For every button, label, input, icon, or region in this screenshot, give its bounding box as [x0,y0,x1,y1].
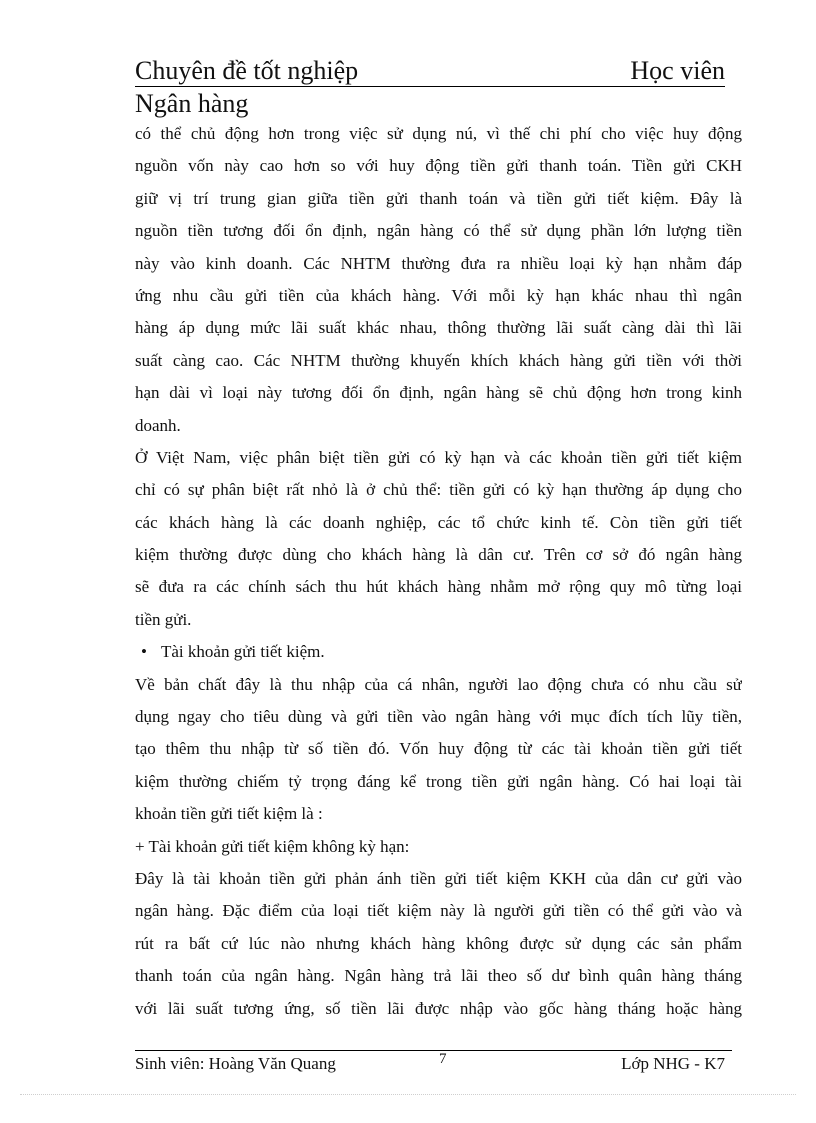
text-line: suất càng cao. Các NHTM thường khuyến khích khách hàng gửi tiền với thời [135,350,742,370]
text-line: Đây là tài khoản tiền gửi phản ánh tiền gửi tiết kiệm KKH của dân cư gửi vào [135,868,742,888]
text-line: + Tài khoản gửi tiết kiệm không kỳ hạn: [135,836,410,856]
text-line: nguồn vốn này cao hơn so với huy động tiền gửi thanh toán. Tiền gửi CKH [135,156,742,176]
text-line: ngân hàng. Đặc điểm của loại tiết kiệm này là người gửi tiền có thể gửi vào và [135,901,742,921]
institution-name-continued: Ngân hàng [135,89,249,118]
header-top-line [135,56,725,87]
text-line: tạo thêm thu nhập từ số tiền đó. Vốn huy động từ các tài khoản tiền gửi tiết [135,739,742,759]
footer-divider [135,1050,732,1051]
text-line: thanh toán của ngân hàng. Ngân hàng trả lãi theo số dư bình quân hàng tháng [135,966,742,986]
text-line: Về bản chất đây là thu nhập của cá nhân, người lao động chưa có nhu cầu sử [135,674,742,694]
text-line: khoản tiền gửi tiết kiệm là : [135,804,323,824]
class-name: Lớp NHG - K7 [621,1054,725,1073]
text-line: kiệm thường được dùng cho khách hàng là dân cư. Trên cơ sở đó ngân hàng [135,545,742,565]
page-footer [135,1051,725,1078]
document-title: Chuyên đề tốt nghiệp [135,56,359,85]
text-line: Ở Việt Nam, việc phân biệt tiền gửi có kỳ hạn và các khoản tiền gửi tiết kiệm [135,447,742,467]
text-line: nguồn tiền tương đối ổn định, ngân hàng có thể sử dụng phần lớn lượng tiền [135,221,742,241]
text-line: rút ra bất cứ lúc nào nhưng khách hàng không được sử dụng các sản phẩm [135,933,742,953]
text-line: doanh. [135,415,181,435]
text-line: với lãi suất tương ứng, số tiền lãi được nhập vào gốc hàng tháng hoặc hàng [135,998,742,1018]
text-line: sẽ đưa ra các chính sách thu hút khách hàng nhằm mở rộng quy mô từng loại [135,577,742,597]
text-line: có thể chủ động hơn trong việc sử dụng nú, vì thế chi phí cho việc huy động [135,124,742,143]
bullet-icon: • [141,642,147,662]
student-name: Sinh viên: Hoàng Văn Quang [135,1054,336,1073]
text-line: ứng nhu cầu gửi tiền của khách hàng. Với mỗi kỳ hạn khác nhau thì ngân [135,285,742,305]
text-line: dụng ngay cho tiêu dùng và gửi tiền vào ngân hàng với mục đích tích lũy tiền, [135,707,742,727]
page-bottom-border [20,1094,796,1095]
text-line: kiệm thường chiếm tỷ trọng đáng kể trong tiền gửi ngân hàng. Có hai loại tài [135,771,742,791]
text-line: các khách hàng là các doanh nghiệp, các tổ chức kinh tế. Còn tiền gửi tiết [135,512,742,532]
text-line: tiền gửi. [135,609,192,629]
page-header [135,56,725,121]
text-line: chỉ có sự phân biệt rất nhỏ là ở chủ thể: tiền gửi có kỳ hạn thường áp dụng cho [135,480,742,500]
bullet-text: Tài khoản gửi tiết kiệm. [161,642,325,662]
text-line: này vào kinh doanh. Các NHTM thường đưa ra nhiều loại kỳ hạn nhằm đáp [135,253,742,273]
text-line: hạn dài vì loại này tương đối ổn định, ngân hàng sẽ chủ động hơn trong kinh [135,383,742,403]
body-text [135,118,742,1025]
page-number: 7 [439,1051,447,1067]
text-line: giữ vị trí trung gian giữa tiền gửi thanh toán và tiền gửi tiết kiệm. Đây là [135,188,742,208]
text-line: hàng áp dụng mức lãi suất khác nhau, thông thường lãi suất càng dài thì lãi [135,318,742,338]
institution-name: Học viên [630,56,725,85]
bullet-item [135,636,742,668]
